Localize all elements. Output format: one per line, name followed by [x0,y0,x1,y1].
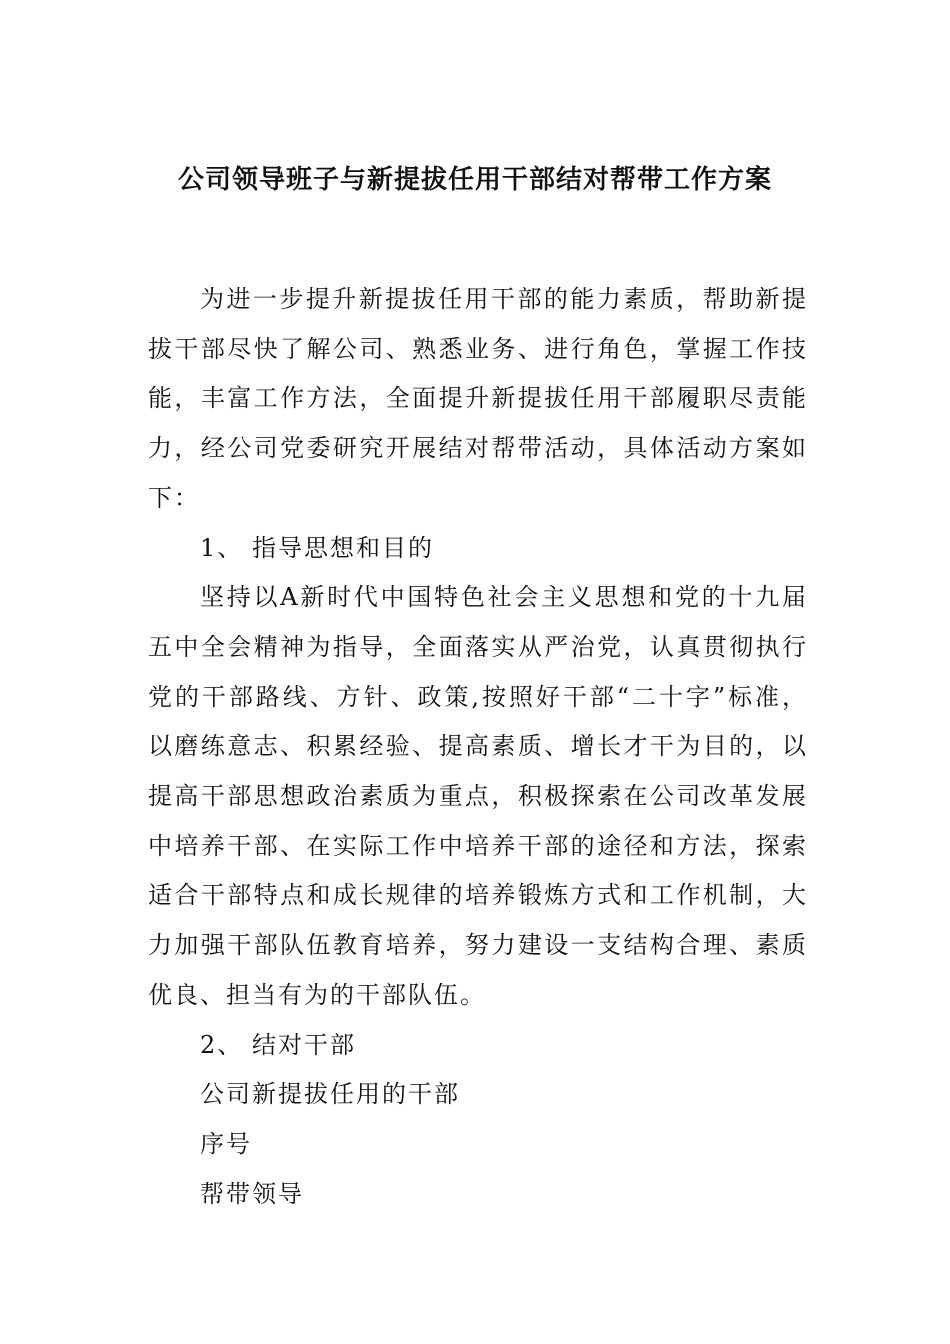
document-title: 公司领导班子与新提拔任用干部结对帮带工作方案 [177,165,772,195]
section-1-title: 指导思想和目的 [252,533,434,562]
section-2-line: 帮带领导 [200,1179,304,1208]
section-2-line: 序号 [200,1129,252,1158]
section-2-number: 2、 [200,1030,244,1059]
section-2-title: 结对干部 [252,1030,356,1059]
section-2-heading [148,1021,808,1071]
intro-paragraph: 为进一步提升新提拔任用干部的能力素质，帮助新提拔干部尽快了解公司、熟悉业务、进行角色，掌握工作技能，丰富工作方法，全面提升新提拔任用干部履职尽责能力，经公司党委研究开展结对帮带活动，具体活动方案如下： [148,285,808,512]
document-body [148,275,808,1219]
section-1-heading [148,524,808,574]
section-1-number: 1、 [200,533,244,562]
section-1-paragraph: 坚持以A新时代中国特色社会主义思想和党的十九届五中全会精神为指导，全面落实从严治党，认真贯彻执行党的干部路线、方针、政策,按照好干部“二十字”标准，以磨练意志、积累经验、提高素质、增长才干为目的，以提高干部思想政治素质为重点，积极探索在公司改革发展中培养干部、在实际工作中培养干部的途径和方法，探索适合干部特点和成长规律的培养锻炼方式和工作机制，大力加强干部队伍教育培养，努力建设一支结构合理、素质优良、担当有为的干部队伍。 [148,583,808,1009]
section-2-line: 公司新提拔任用的干部 [200,1080,460,1109]
